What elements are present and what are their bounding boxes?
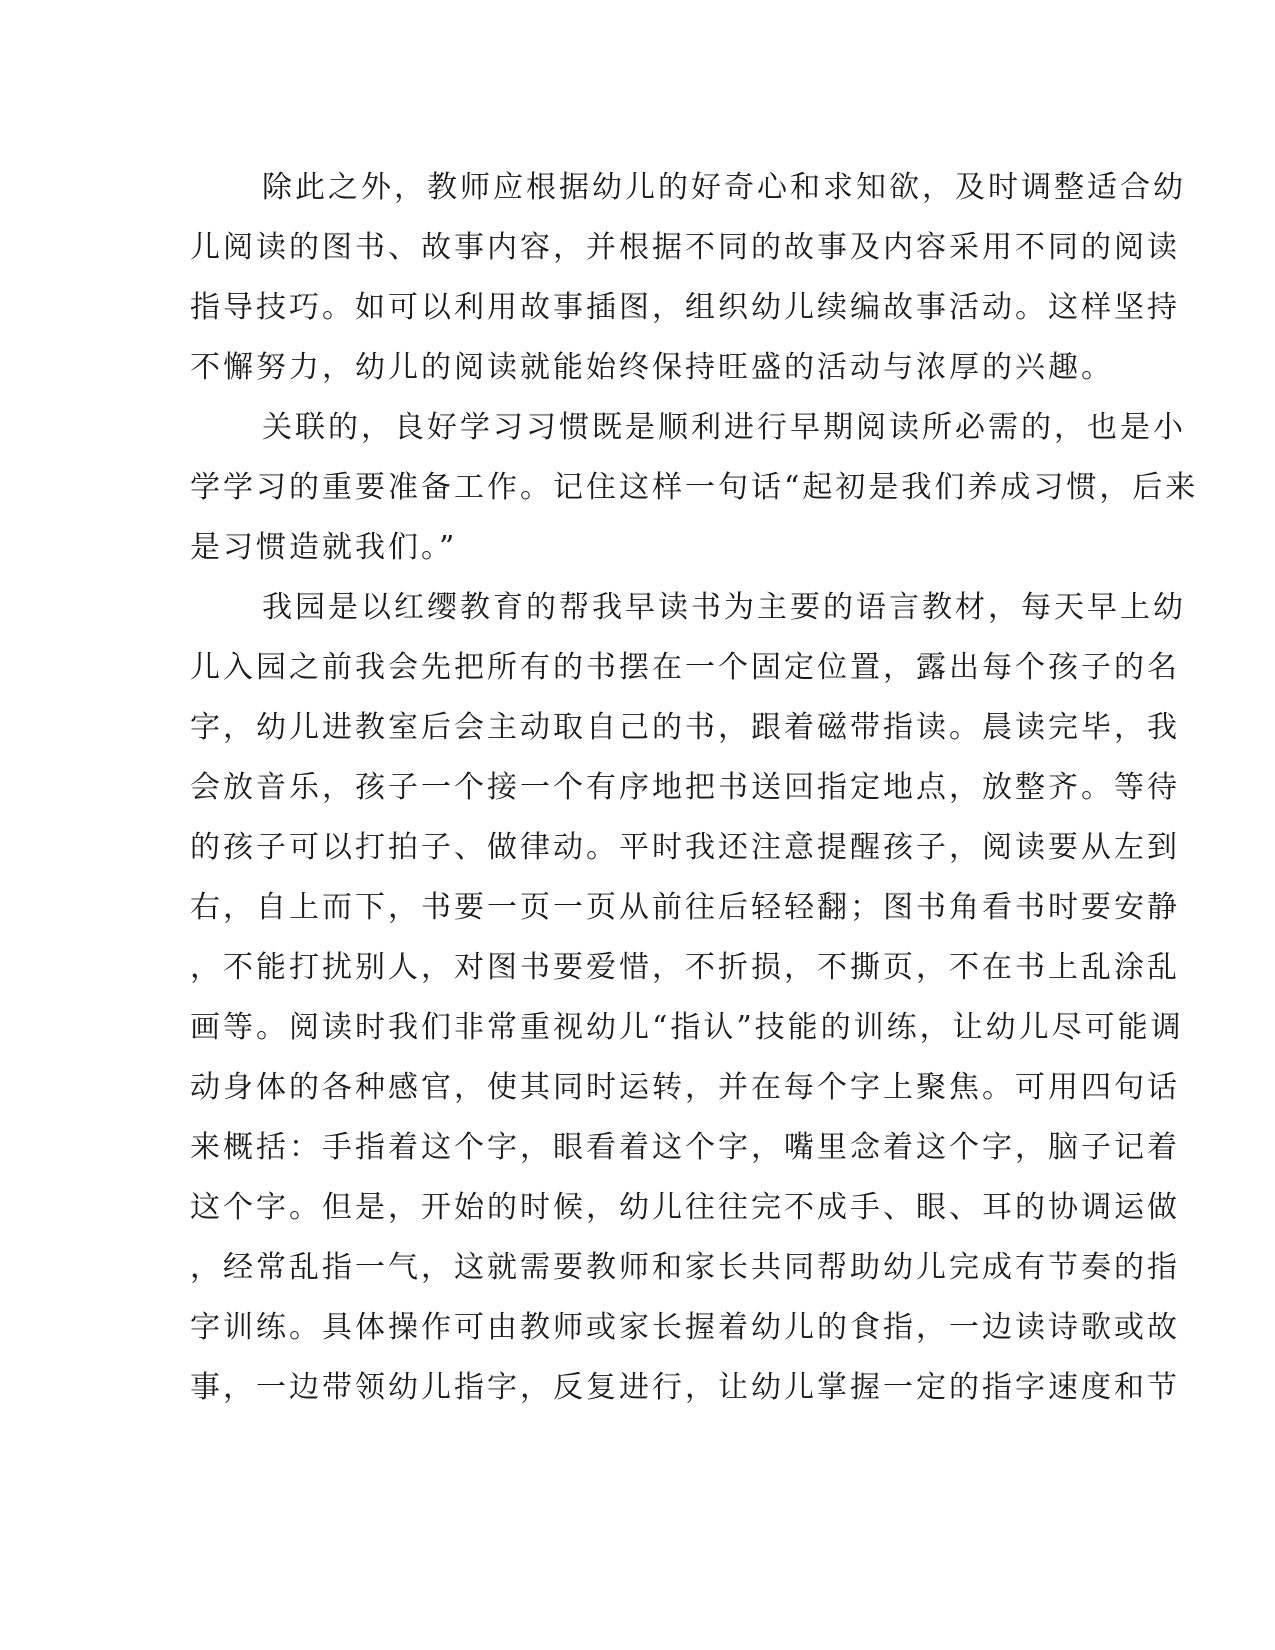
text-line: 不懈努力，幼儿的阅读就能始终保持旺盛的活动与浓厚的兴趣。 [190,350,1114,385]
text-line: 字训练。具体操作可由教师或家长握着幼儿的食指，一边读诗歌或故 [190,1310,1180,1345]
text-line: 事，一边带领幼儿指字，反复进行，让幼儿掌握一定的指字速度和节 [190,1370,1180,1405]
text-line: 儿阅读的图书、故事内容，并根据不同的故事及内容采用不同的阅读 [190,230,1180,265]
document-body [190,158,1199,1418]
text-line: 会放音乐，孩子一个接一个有序地把书送回指定地点，放整齐。等待 [190,770,1180,805]
text-line: 是习惯造就我们。” [190,530,458,565]
text-line: 字，幼儿进教室后会主动取自己的书，跟着磁带指读。晨读完毕，我 [190,710,1180,745]
text-line: ，不能打扰别人，对图书要爱惜，不折损，不撕页，不在书上乱涂乱 [190,950,1180,985]
paragraph-1 [190,158,1186,398]
text-line: 右，自上而下，书要一页一页从前往后轻轻翻；图书角看书时要安静 [190,890,1180,925]
paragraph-2 [190,398,1199,578]
text-line: 我园是以红缨教育的帮我早读书为主要的语言教材，每天早上幼 [262,590,1186,625]
text-line: 来概括：手指着这个字，眼看着这个字，嘴里念着这个字，脑子记着 [190,1130,1180,1165]
text-line: 除此之外，教师应根据幼儿的好奇心和求知欲，及时调整适合幼 [262,170,1186,205]
text-line: 指导技巧。如可以利用故事插图，组织幼儿续编故事活动。这样坚持 [190,290,1180,325]
text-line: 儿入园之前我会先把所有的书摆在一个固定位置，露出每个孩子的名 [190,650,1180,685]
text-line: 关联的，良好学习习惯既是顺利进行早期阅读所必需的，也是小 [262,410,1186,445]
text-line: ，经常乱指一气，这就需要教师和家长共同帮助幼儿完成有节奏的指 [190,1250,1180,1285]
paragraph-3 [190,578,1186,1418]
text-line: 画等。阅读时我们非常重视幼儿“指认”技能的训练，让幼儿尽可能调 [190,1010,1184,1045]
text-line: 动身体的各种感官，使其同时运转，并在每个字上聚焦。可用四句话 [190,1070,1180,1105]
text-line: 的孩子可以打拍子、做律动。平时我还注意提醒孩子，阅读要从左到 [190,830,1180,865]
text-line: 这个字。但是，开始的时候，幼儿往往完不成手、眼、耳的协调运做 [190,1190,1180,1225]
text-line: 学学习的重要准备工作。记住这样一句话“起初是我们养成习惯，后来 [190,470,1199,505]
